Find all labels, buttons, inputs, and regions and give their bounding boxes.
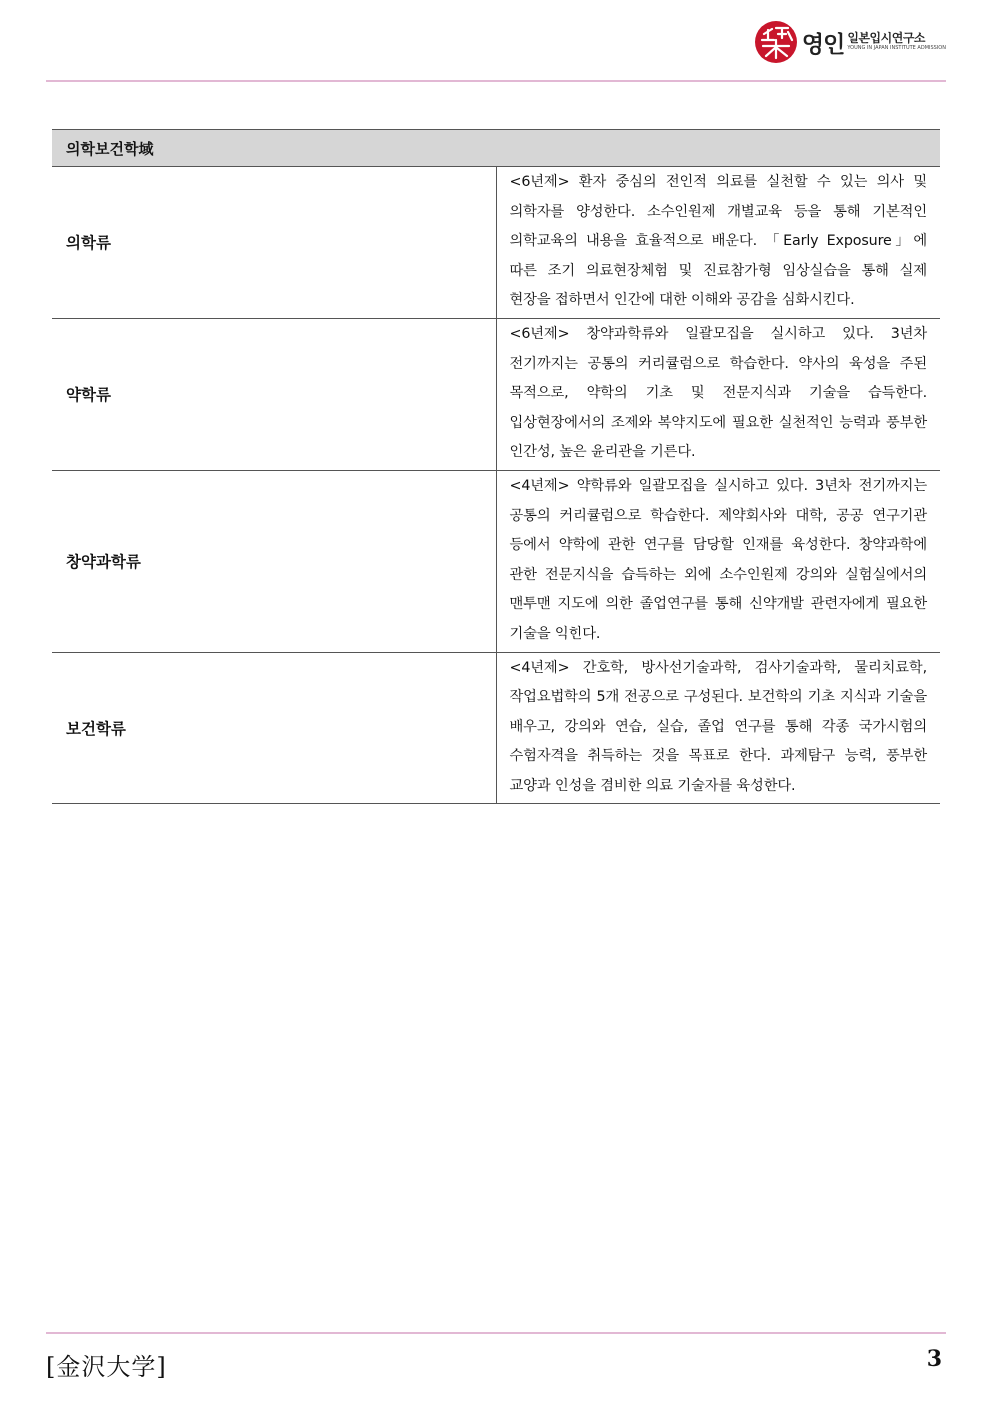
logo-sub-text: 일본입시연구소: [847, 31, 926, 45]
section-title: 의학보건학域: [52, 130, 940, 167]
description-cell: <6년제> 창약과학류와 일괄모집을 실시하고 있다. 3년차 전기까지는 공통의 커리큘럼으로 학습한다. 약사의 육성을 주된 목적으로, 약학의 기초 및 전문지식과 기술을 습득한다. 입상현장에서의 조제와 복약지도에 필요한 실천적인 능력과 풍부한 인간성, 높은 윤리관을 기른다.: [496, 318, 940, 470]
footer-university: [金沢大学]: [46, 1353, 167, 1381]
table-row: [52, 652, 940, 804]
header-logo: [754, 18, 946, 66]
page-number: 3: [926, 1346, 942, 1372]
category-cell: 창약과학류: [52, 470, 496, 652]
description-cell: <4년제> 간호학, 방사선기술과학, 검사기술과학, 물리치료학, 작업요법학의 5개 전공으로 구성된다. 보건학의 기초 지식과 기술을 배우고, 강의와 연습, 실습, 졸업 연구를 통해 각종 국가시험의 수험자격을 취득하는 것을 목표로 한다. 과제탐구 능력, 풍부한 교양과 인성을 겸비한 의료 기술자를 육성한다.: [496, 652, 940, 804]
table-row: [52, 470, 940, 652]
category-cell: 의학류: [52, 167, 496, 319]
logo-emblem-icon: [754, 20, 798, 64]
logo-tagline: YOUNG IN JAPAN INSTITUTE ADMISSION: [847, 45, 946, 51]
logo-main-text: 영인: [801, 31, 845, 58]
header-divider: [46, 80, 946, 82]
description-cell: <6년제> 환자 중심의 전인적 의료를 실천할 수 있는 의사 및 의학자를 양성한다. 소수인원제 개별교육 등을 통해 기본적인 의학교육의 내용을 효율적으로 배운다. 「Early Exposure」에 따른 조기 의료현장체험 및 진료참가형 임상실습을 통해 실제 현장을 접하면서 인간에 대한 이해와 공감을 심화시킨다.: [496, 167, 940, 319]
table-row: [52, 167, 940, 319]
description-cell: <4년제> 약학류와 일괄모집을 실시하고 있다. 3년차 전기까지는 공통의 커리큘럼으로 학습한다. 제약회사와 대학, 공공 연구기관 등에서 약학에 관한 연구를 담당할 인재를 육성한다. 창약과학에 관한 전문지식을 습득하는 외에 소수인원제 강의와 실험실에서의 맨투맨 지도에 의한 졸업연구를 통해 신약개발 관련자에게 필요한 기술을 익힌다.: [496, 470, 940, 652]
logo-wordmark: [802, 26, 946, 59]
section-header-row: [52, 130, 940, 167]
category-cell: 보건학류: [52, 652, 496, 804]
category-cell: 약학류: [52, 318, 496, 470]
footer-divider: [46, 1332, 946, 1334]
table-row: [52, 318, 940, 470]
department-table: [52, 129, 940, 804]
